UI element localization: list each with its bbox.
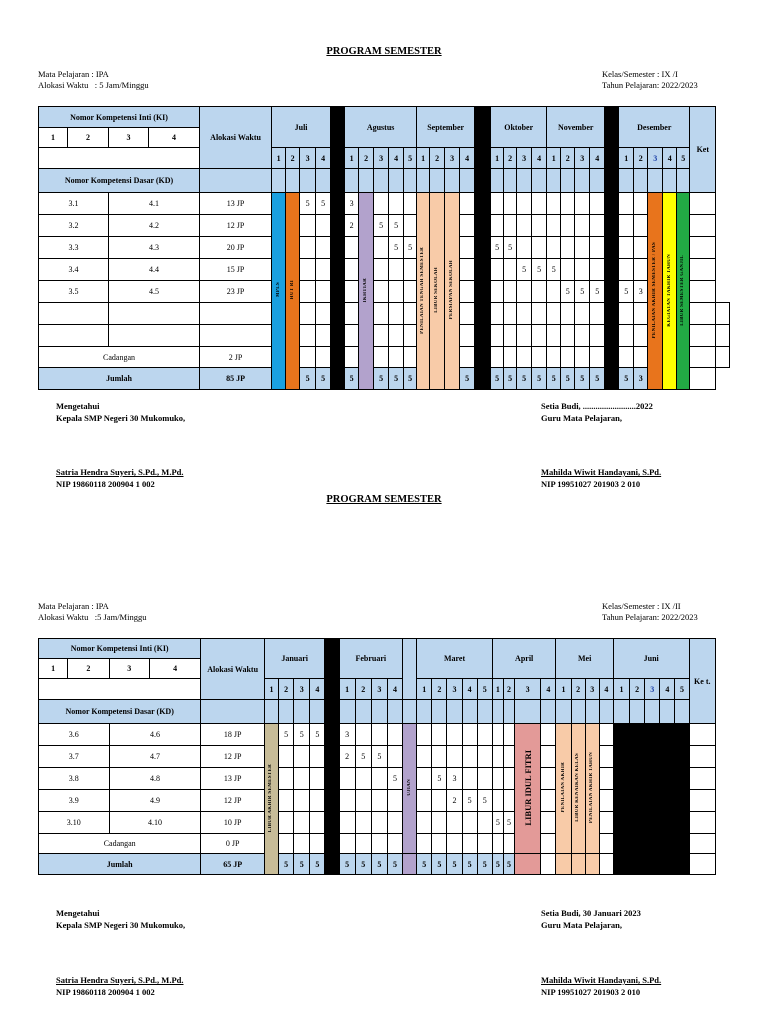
kelas-semester-2: Kelas/Semester : IX /II [602, 601, 681, 611]
signature-left-2: Mengetahui Kepala SMP Negeri 30 Mukomuko, [56, 908, 186, 930]
sept-band-3: PERSIAPAN SEKOLAH [445, 193, 460, 390]
kd3: 3.3 [39, 237, 109, 259]
kd-header: Nomor Kompetensi Dasar (KD) [39, 169, 200, 193]
jp: 10 JP [201, 812, 265, 834]
kd4: 4.6 [109, 724, 201, 746]
tahun-pelajaran: Tahun Pelajaran: 2022/2023 [602, 80, 698, 90]
des-band-3: LIBUR SEMESTER GANJIL [677, 193, 690, 390]
kd-header-2: Nomor Kompetensi Dasar (KD) [39, 700, 201, 724]
week-num: 3 [300, 148, 316, 169]
week-separator [325, 639, 339, 700]
signature-left-name: Satria Hendra Suyeri, S.Pd., M.Pd. NIP 19860118 200904 1 002 [56, 467, 184, 489]
kd3: 3.1 [39, 193, 109, 215]
week-num: 1 [619, 148, 634, 169]
kd4: 4.9 [109, 790, 201, 812]
kd4: 4.5 [109, 281, 200, 303]
cadangan-label: Cadangan [39, 347, 200, 368]
month-juli: Juli [272, 107, 331, 148]
jan-band: LIBUR AKHIR SEMESTER [264, 724, 278, 875]
tahun-pelajaran-2: Tahun Pelajaran: 2022/2023 [602, 612, 698, 622]
hut-band: HUT RI [286, 193, 300, 390]
signature-right-name-2: Mahilda Wiwit Handayani, S.Pd. NIP 19951027 201903 2 010 [541, 975, 662, 997]
week-num: 4 [460, 148, 475, 169]
week-num: 1 [417, 148, 430, 169]
signature-right-name: Mahilda Wiwit Handayani, S.Pd. NIP 19951027 201903 2 010 [541, 467, 662, 489]
ki-header-2: Nomor Kompetensi Inti (KI) [39, 639, 201, 659]
jp: 13 JP [200, 193, 272, 215]
week-num: 4 [389, 148, 404, 169]
kelas-semester: Kelas/Semester : IX /I [602, 69, 678, 79]
week-gap [403, 639, 417, 700]
program-semester-table-2: Nomor Kompetensi Inti (KI) Alokasi Waktu Januari Februari Maret April Mei Juni Ke t. 1 2 3 4 1 2 3 4 1 2 3 4 1 2 3 4 5 1 2 3 4 1 2 3 4 1 2 3 4 5 Nomor Kompetensi Dasar (KD) 3.6 4.6 18 JP LIBUR AKHIR SEMESTER 5 5 5 3 UJIAN LIBUR IDUL FITRI PENILAIAN AKHIR LIBUR KENAIKAN KELAS PENILAIAN AKHIR TAHUN 3.7 4.7 12 JP 2 5 5 3.8 4.8 13 JP 5 5 3 3.9 4.9 12 JP 2 5 5 3.10 4.10 10 JP 5 5 Cadangan 0 JP Jumlah 65 JP 5 5 5 5 5 5 5 5 5 5 5 5 5 5 [38, 638, 716, 875]
month-januari: Januari [264, 639, 325, 679]
week-separator [331, 107, 345, 169]
jumlah-jp: 85 JP [200, 368, 272, 390]
kd4: 4.8 [109, 768, 201, 790]
jumlah-label: Jumlah [39, 368, 200, 390]
mata-pelajaran-2: Mata Pelajaran : IPA [38, 601, 109, 611]
month-agustus: Agustus [345, 107, 417, 148]
week-num: 1 [547, 148, 561, 169]
mpls-band: MPLS [272, 193, 286, 390]
alokasi-waktu-2: Alokasi Waktu :5 Jam/Minggu [38, 612, 147, 622]
ki-col: 2 [68, 128, 109, 148]
agustus-band: IKHTIAR [359, 193, 374, 390]
week-num: 1 [345, 148, 359, 169]
week-num: 1 [272, 148, 286, 169]
week-num: 2 [359, 148, 374, 169]
kd3: 3.4 [39, 259, 109, 281]
week-num: 3 [648, 148, 663, 169]
kd3: 3.9 [39, 790, 110, 812]
week-num: 4 [316, 148, 331, 169]
week-num: 3 [445, 148, 460, 169]
kd3: 3.2 [39, 215, 109, 237]
ki-col: 1 [39, 128, 68, 148]
mata-pelajaran: Mata Pelajaran : IPA [38, 69, 109, 79]
signature-left-name-2: Satria Hendra Suyeri, S.Pd., M.Pd. NIP 19860118 200904 1 002 [56, 975, 184, 997]
week-num: 4 [590, 148, 605, 169]
week-num: 3 [374, 148, 389, 169]
mei-band-1: PENILAIAN AKHIR [556, 724, 571, 854]
jp: 12 JP [201, 790, 265, 812]
alokasi-header: Alokasi Waktu [200, 107, 272, 169]
week-separator [605, 107, 619, 169]
month-maret: Maret [417, 639, 493, 679]
week-num: 5 [404, 148, 417, 169]
week-num: 2 [504, 148, 517, 169]
week-num: 5 [677, 148, 690, 169]
week-separator [475, 107, 491, 169]
alokasi-waktu: Alokasi Waktu : 5 Jam/Minggu [38, 80, 149, 90]
kd4: 4.3 [109, 237, 200, 259]
alokasi-header-cont [200, 169, 272, 193]
ki-blank [39, 148, 200, 169]
jp: 13 JP [201, 768, 265, 790]
mei-band-3: PENILAIAN AKHIR TAHUN [585, 724, 599, 854]
week-num: 2 [634, 148, 648, 169]
program-semester-table-1: Nomor Kompetensi Inti (KI) Alokasi Waktu Juli Agustus September Oktober November Desember Ket 1 2 3 4 1 2 3 4 1 2 3 4 5 1 2 3 4 1 2 3 4 1 2 3 4 1 2 3 4 5 Nomor Kompetensi Dasar (KD) 3.1 4.1 13 JP MPLS HUT RI 5 5 3 IKHTIAR PENILAIAN TENGAH SEMESTER LIBUR SEKOLAH PERSIAPAN SEKOLAH PENILAIAN AKHIR SEMESTER / PAS KEGIATAN TAKHIR TAHUN LIBUR SEMESTER GANJIL 3.2 4.2 12 JP 2 5 5 3.3 4.3 20 JP 5 5 5 5 3.4 4.4 15 JP 5 5 5 3.5 4.5 23 JP 5 5 5 5 3 Cadangan 2 JP Jumlah 85 JP 5 5 5 5 5 5 5 5 5 5 5 5 5 5 5 5 3 [38, 106, 730, 390]
page-title-semester-1: PROGRAM SEMESTER [326, 46, 442, 57]
des-band-1: PENILAIAN AKHIR SEMESTER / PAS [648, 193, 663, 390]
ki-col: 4 [149, 128, 200, 148]
signature-right: Setia Budi, .........................2022 Guru Mata Pelajaran, [541, 401, 653, 423]
kd4: 4.10 [109, 812, 201, 834]
kd3: 3.6 [39, 724, 110, 746]
month-juni: Juni [613, 639, 689, 679]
kd4: 4.1 [109, 193, 200, 215]
ket-header: Ket [690, 107, 716, 193]
cadangan-jp-2: 0 JP [201, 834, 265, 854]
jp: 15 JP [200, 259, 272, 281]
juni-blackout [613, 724, 689, 875]
kd3: 3.8 [39, 768, 110, 790]
week-num: 2 [286, 148, 300, 169]
jp: 18 JP [201, 724, 265, 746]
jp: 12 JP [200, 215, 272, 237]
sept-band-1: PENILAIAN TENGAH SEMESTER [417, 193, 430, 390]
ket-header-2: Ke t. [689, 639, 715, 724]
week-num: 3 [575, 148, 590, 169]
cadangan-jp: 2 JP [200, 347, 272, 368]
ki-col: 3 [109, 128, 149, 148]
cadangan-label-2: Cadangan [39, 834, 201, 854]
month-desember: Desember [619, 107, 690, 148]
month-oktober: Oktober [491, 107, 547, 148]
ki-header: Nomor Kompetensi Inti (KI) [39, 107, 200, 128]
month-april: April [492, 639, 556, 679]
kd4: 4.4 [109, 259, 200, 281]
idul-fitri-band: LIBUR IDUL FITRI [515, 724, 541, 854]
alokasi-header-2: Alokasi Waktu [201, 639, 265, 700]
month-november: November [547, 107, 605, 148]
kd3: 3.7 [39, 746, 110, 768]
week-num: 4 [663, 148, 677, 169]
mei-band-2: LIBUR KENAIKAN KELAS [571, 724, 585, 854]
month-februari: Februari [339, 639, 403, 679]
week-num: 4 [532, 148, 547, 169]
week-num: 2 [561, 148, 575, 169]
des-band-2: KEGIATAN TAKHIR TAHUN [663, 193, 677, 390]
jp: 23 JP [200, 281, 272, 303]
mar-band: UJIAN [403, 724, 417, 854]
jp: 12 JP [201, 746, 265, 768]
signature-right-2: Setia Budi, 30 Januari 2023 Guru Mata Pelajaran, [541, 908, 641, 930]
sept-band-2: LIBUR SEKOLAH [430, 193, 445, 390]
month-mei: Mei [556, 639, 613, 679]
signature-left: Mengetahui Kepala SMP Negeri 30 Mukomuko, [56, 401, 186, 423]
kd4: 4.7 [109, 746, 201, 768]
jumlah-label-2: Jumlah [39, 854, 201, 875]
kd4: 4.2 [109, 215, 200, 237]
week-num: 2 [430, 148, 445, 169]
page-title-semester-2: PROGRAM SEMESTER [326, 494, 442, 505]
jumlah-jp-2: 65 JP [201, 854, 265, 875]
kd3: 3.5 [39, 281, 109, 303]
week-num: 1 [491, 148, 504, 169]
month-september: September [417, 107, 475, 148]
jp: 20 JP [200, 237, 272, 259]
week-num: 3 [517, 148, 532, 169]
kd3: 3.10 [39, 812, 110, 834]
